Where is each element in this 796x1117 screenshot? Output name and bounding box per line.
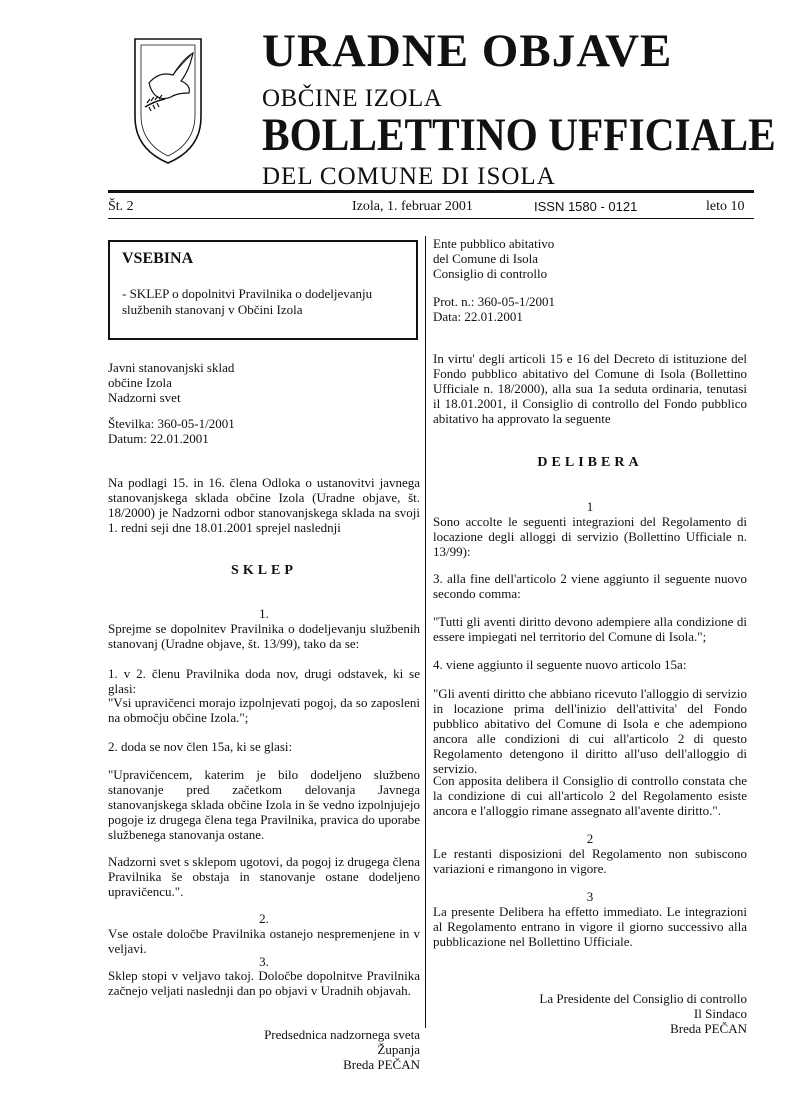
- municipal-crest-dove-icon: [133, 37, 203, 165]
- contents-title: VSEBINA: [122, 250, 194, 267]
- left-paragraph-8: Sklep stopi v veljavo takoj. Določbe dopolnitve Pravilnika začnejo veljati naslednji dan po objavi v Uradnih objavah.: [108, 968, 420, 998]
- left-intro: Na podlagi 15. in 16. člena Odloka o ustanovitvi javnega stanovanjskega sklada občine Izola (Uradne objave, št. 18/2000) je Nadzorni odbor stanovanjskega sklada na svoji 1. redni seji dne 18.01.2001 sprejel naslednji: [108, 475, 420, 535]
- left-signature-1: Predsednica nadzornega sveta: [264, 1027, 420, 1042]
- contents-box: [108, 240, 418, 340]
- right-signature-3: Breda PEČAN: [670, 1021, 747, 1036]
- left-paragraph-7: Vse ostale določbe Pravilnika ostanejo nespremenjene in v veljavi.: [108, 926, 420, 956]
- left-sender-1: Javni stanovanjski sklad: [108, 360, 235, 375]
- right-paragraph-5: "Gli aventi diritto che abbiano ricevuto l'alloggio di servizio in locazione prima dell'inizio dell'attivita' del Fondo pubblico abitativo del Comune di Isola e che adempiono ancora alle condizioni di cui all'articolo 2 di questo Regolamento detengono il diritto all'uso dell'alloggio di servizio.: [433, 686, 747, 776]
- left-article-1: 1.: [259, 606, 269, 621]
- left-number: Številka: 360-05-1/2001: [108, 416, 235, 431]
- left-paragraph-4: 2. doda se nov člen 15a, ki se glasi:: [108, 739, 293, 754]
- place-date: Izola, 1. februar 2001: [352, 199, 473, 214]
- left-sender-3: Nadzorni svet: [108, 390, 181, 405]
- right-paragraph-4: 4. viene aggiunto il seguente nuovo articolo 15a:: [433, 657, 687, 672]
- issue-number: Št. 2: [108, 199, 134, 214]
- right-article-1: 1: [586, 499, 594, 514]
- right-sender-3: Consiglio di controllo: [433, 266, 548, 281]
- right-paragraph-1: Sono accolte le seguenti integrazioni del Regolamento di locazione degli alloggi di servizio (Bollettino Ufficiale n. 13/99):: [433, 514, 747, 559]
- right-signature-1: La Presidente del Consiglio di controllo: [539, 991, 747, 1006]
- masthead-subtitle-italian: DEL COMUNE DI ISOLA: [262, 163, 556, 190]
- right-paragraph-6: Con apposita delibera il Consiglio di controllo constata che la condizione di cui all'articolo 2 del Regolamento esiste ancora e l'alloggio rimane assegnato all'avente diritto.".: [433, 773, 747, 818]
- column-divider: [425, 236, 426, 1028]
- left-sender-2: občine Izola: [108, 375, 172, 390]
- right-sender-1: Ente pubblico abitativo: [433, 236, 555, 251]
- right-protocol: Prot. n.: 360-05-1/2001: [433, 294, 556, 309]
- contents-item[interactable]: - SKLEP o dopolnitvi Pravilnika o dodeljevanju službenih stanovanj v Občini Izola: [122, 286, 373, 317]
- issn: ISSN 1580 - 0121: [534, 199, 638, 214]
- right-article-2: 2: [586, 831, 594, 846]
- right-paragraph-8: La presente Delibera ha effetto immediato. Le integrazioni al Regolamento entrano in vigore il giorno successivo alla pubblicazione nel Bollettino Ufficiale.: [433, 904, 747, 949]
- header-rule-top: [108, 190, 754, 193]
- header-rule-bottom: [108, 218, 754, 219]
- masthead-subtitle-slovene: OBČINE IZOLA: [262, 85, 443, 112]
- left-article-3: 3.: [259, 954, 269, 969]
- left-paragraph-5: "Upravičencem, katerim je bilo dodeljeno službeno stanovanje pred začetkom delovanja Javnega stanovanjskega sklada občine Izola in še vedno izpolnjujejo pogoje iz drugega člena tega Pravilnika, pravica do uporabe službenega stanovanja ostane.: [108, 767, 420, 842]
- right-intro: In virtu' degli articoli 15 e 16 del Decreto di istituzione del Fondo pubblico abitativo del Comune di Isola (Bollettino Ufficiale n. 18/2000), alla sua 1a seduta ordinaria, tenutasi il 18.01.2001, il Consiglio di controllo del Fondo pubblico abitativo ha approvato la seguente: [433, 351, 747, 426]
- right-sender-2: del Comune di Isola: [433, 251, 539, 266]
- left-article-2: 2.: [259, 911, 269, 926]
- masthead-title-italian: BOLLETTINO UFFICIALE: [262, 109, 776, 161]
- left-heading: SKLEP: [231, 563, 297, 578]
- left-paragraph-6: Nadzorni svet s sklepom ugotovi, da pogoj iz drugega člena Pravilnika še obstaja in stanovanje ostane dodeljeno upravičencu.".: [108, 854, 420, 899]
- left-signature-3: Breda PEČAN: [343, 1057, 420, 1072]
- left-signature-2: Županja: [377, 1042, 420, 1057]
- right-paragraph-3: "Tutti gli aventi diritto devono adempiere alla condizione di essere impiegati nel territorio del Comune di Isola.";: [433, 614, 747, 644]
- masthead-title-slovene: URADNE OBJAVE: [262, 25, 673, 77]
- left-paragraph-1: Sprejme se dopolnitev Pravilnika o dodeljevanju službenih stanovanj (Uradne objave, št. 13/99), tako da se:: [108, 621, 420, 651]
- left-date: Datum: 22.01.2001: [108, 431, 209, 446]
- right-article-3: 3: [586, 889, 594, 904]
- right-date: Data: 22.01.2001: [433, 309, 523, 324]
- right-paragraph-2: 3. alla fine dell'articolo 2 viene aggiunto il seguente nuovo secondo comma:: [433, 571, 747, 601]
- left-paragraph-3: "Vsi upravičenci morajo izpolnjevati pogoj, da so zaposleni na območju občine Izola.";: [108, 695, 420, 725]
- year: leto 10: [706, 199, 745, 214]
- left-paragraph-2: 1. v 2. členu Pravilnika doda nov, drugi odstavek, ki se glasi:: [108, 666, 420, 696]
- right-signature-2: Il Sindaco: [693, 1006, 747, 1021]
- right-paragraph-7: Le restanti disposizioni del Regolamento non subiscono variazioni e rimangono in vigore.: [433, 846, 747, 876]
- right-heading: DELIBERA: [537, 455, 643, 470]
